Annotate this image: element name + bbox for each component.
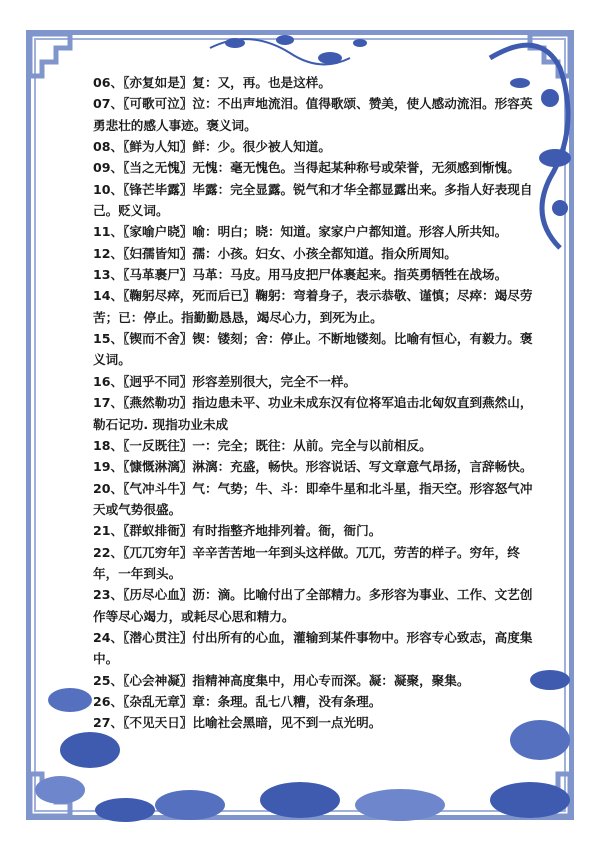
idiom-entry-12: 12、〖妇孺皆知〗孺：小孩。妇女、小孩全都知道。指众所周知。	[93, 245, 457, 261]
idiom-entry-09: 09、〖当之无愧〗无愧：毫无愧色。当得起某种称号或荣誉，无须感到惭愧。	[93, 160, 520, 176]
idiom-entry-10: 10、〖锋芒毕露〗毕露：完全显露。锐气和才华全都显露出来。多指人好表现自己。贬义词。	[93, 181, 533, 219]
idiom-entry-21: 21、〖群蚁排衙〗有时指整齐地排列着。衙，衙门。	[93, 523, 382, 539]
fret-corner-top-left	[26, 30, 78, 82]
idiom-entry-18: 18、〖一反既往〗一：完全；既往：从前。完全与以前相反。	[93, 437, 432, 453]
idiom-list	[93, 72, 538, 734]
idiom-entry-26: 26、〖杂乱无章〗章：条理。乱七八糟，没有条理。	[93, 693, 382, 709]
idiom-entry-11: 11、〖家喻户晓〗喻：明白；晓：知道。家家户户都知道。形容人所共知。	[93, 224, 508, 240]
idiom-entry-15: 15、〖锲而不舍〗锲：镂刻；舍：停止。不断地镂刻。比喻有恒心，有毅力。褒义词。	[93, 331, 533, 368]
idiom-entry-13: 13、〖马革裹尸〗马革：马皮。用马皮把尸体裹起来。指英勇牺牲在战场。	[93, 267, 508, 283]
idiom-entry-23: 23、〖历尽心血〗沥：滴。比喻付出了全部精力。多形容为事业、工作、文艺创作等尽心竭力，或耗尽心思和精力。	[93, 587, 533, 624]
idiom-entry-27: 27、〖不见天日〗比喻社会黑暗，见不到一点光明。	[93, 715, 382, 731]
idiom-entry-16: 16、〖迥乎不同〗形容差别很大，完全不一样。	[93, 373, 357, 389]
idiom-entry-06: 06、〖亦复如是〗复：又，再。也是这样。	[93, 75, 331, 90]
idiom-entry-17: 17、〖燕然勒功〗指边患未平、功业未成东汉有位将军追击北匈奴直到燕然山，勒石记功. 现指功业未成	[93, 395, 533, 432]
idiom-entry-14: 14、〖鞠躬尽瘁，死而后已〗鞠躬：弯着身子，表示恭敬、谨慎；尽瘁：竭尽劳苦；已：停止。指勤勤恳恳，竭尽心力，到死为止。	[93, 288, 533, 325]
floral-ornament-top	[190, 28, 390, 78]
idiom-entry-20: 20、〖气冲斗牛〗气：气势；牛、斗：即牵牛星和北斗星，指天空。形容怒气冲天或气势很盛。	[93, 480, 533, 517]
idiom-entry-24: 24、〖潜心贯注〗付出所有的心血，灌输到某件事物中。形容专心致志，高度集中。	[93, 629, 533, 667]
idiom-entry-19: 19、〖慷慨淋漓〗淋漓：充盛，畅快。形容说话、写文章意气昂扬，言辞畅快。	[93, 459, 533, 475]
idiom-entry-08: 08、〖鲜为人知〗鲜：少。很少被人知道。	[93, 139, 331, 155]
floral-ornament-bottom	[150, 770, 450, 830]
idiom-entry-25: 25、〖心会神凝〗指精神高度集中，用心专而深。凝：凝聚，聚集。	[93, 672, 470, 688]
idiom-entry-22: 22、〖兀兀穷年〗辛辛苦苦地一年到头这样做。兀兀，劳苦的样子。穷年，终年，一年到头。	[93, 544, 520, 581]
idiom-entry-07: 07、〖可歌可泣〗泣：不出声地流泪。值得歌颂、赞美，使人感动流泪。形容英勇悲壮的感人事迹。褒义词。	[93, 96, 533, 133]
